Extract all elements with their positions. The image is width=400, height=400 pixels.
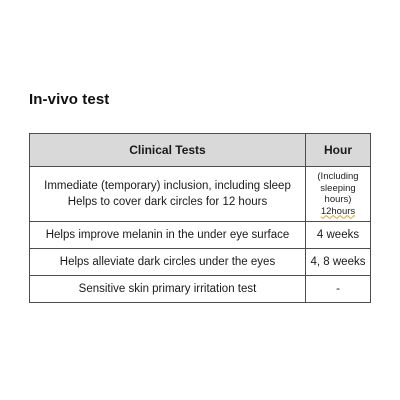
section-title: In-vivo test	[29, 91, 110, 108]
hour-text-line: hours)	[324, 194, 352, 205]
test-cell	[30, 222, 306, 249]
test-text: Immediate (temporary) inclusion, including sleep	[44, 180, 291, 192]
hour-text-line: 12hours	[320, 205, 356, 217]
test-text: Helps improve melanin in the under eye surface	[45, 229, 290, 241]
test-cell	[30, 276, 306, 303]
hour-cell	[306, 167, 371, 222]
table-header-row	[30, 134, 371, 167]
hour-text	[306, 171, 370, 217]
header-hour: Hour	[306, 134, 371, 167]
table-row	[30, 276, 371, 303]
hour-cell: 4 weeks	[306, 222, 371, 249]
clinical-tests-table	[29, 133, 371, 303]
hour-text-line: (Including	[317, 171, 359, 182]
hour-cell: -	[306, 276, 371, 303]
table-row	[30, 249, 371, 276]
test-text: Sensitive skin primary irritation test	[78, 283, 257, 295]
table-row	[30, 222, 371, 249]
test-cell	[30, 249, 306, 276]
hour-cell: 4, 8 weeks	[306, 249, 371, 276]
test-text: Helps to cover dark circles for 12 hours	[67, 196, 268, 208]
header-clinical-tests: Clinical Tests	[30, 134, 306, 167]
test-text: Helps alleviate dark circles under the eyes	[59, 256, 276, 268]
table-row	[30, 167, 371, 222]
hour-text-line: sleeping	[320, 182, 356, 194]
test-cell	[30, 167, 306, 222]
